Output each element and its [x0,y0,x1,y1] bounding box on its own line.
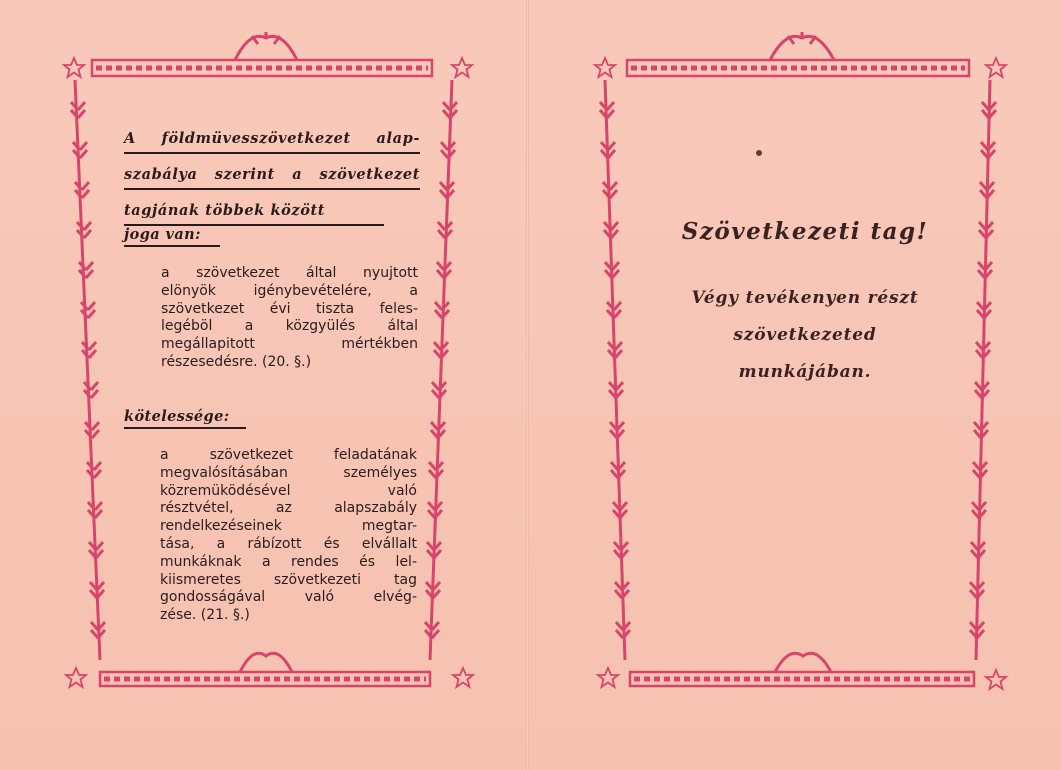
duties-paragraph [160,447,417,625]
rights-line: szövetkezet évi tiszta feles- [161,300,418,317]
rights-paragraph [161,265,418,372]
right-frame [605,32,990,686]
duties-line: tása, a rábízott és elvállalt [160,535,417,552]
motto-line: szövetkezeted [733,325,877,345]
rights-line: részesedésre. (20. §.) [161,353,312,370]
duties-line: rendelkezéseinek megtar- [160,518,417,535]
duties-line: zése. (21. §.) [160,607,250,624]
rules-heading [124,126,420,234]
rights-line: legéböl a közgyülés által [161,318,418,335]
duties-line: munkáknak a rendes és lel- [160,553,417,570]
rights-line: megállapitott mértékben [161,336,418,353]
heading-line: A földmüvesszövetkezet alap- [124,126,420,154]
duties-line: közremüködésével való [160,482,417,499]
heading-line: tagjának többek között [124,198,384,226]
motto-line: munkájában. [738,362,872,382]
rights-line: elönyök igénybevételére, a [161,282,418,299]
motto-line: Végy tevékenyen részt [691,288,919,308]
rights-label: joga van: [124,226,220,247]
ink-spot [756,150,762,156]
rights-line: a szövetkezet által nyujtott [161,265,418,281]
duties-line: résztvétel, az alapszabály [160,500,417,517]
member-title: Szövetkezeti tag! [681,218,929,245]
duties-line: a szövetkezet feladatának [160,447,417,463]
duties-line: gondosságával való elvég- [160,589,417,606]
duties-label: kötelessége: [124,408,246,429]
heading-line: szabálya szerint a szövetkezet [124,162,420,190]
duties-line: kiismeretes szövetkezeti tag [160,571,417,588]
duties-line: megvalósításában személyes [160,464,417,481]
